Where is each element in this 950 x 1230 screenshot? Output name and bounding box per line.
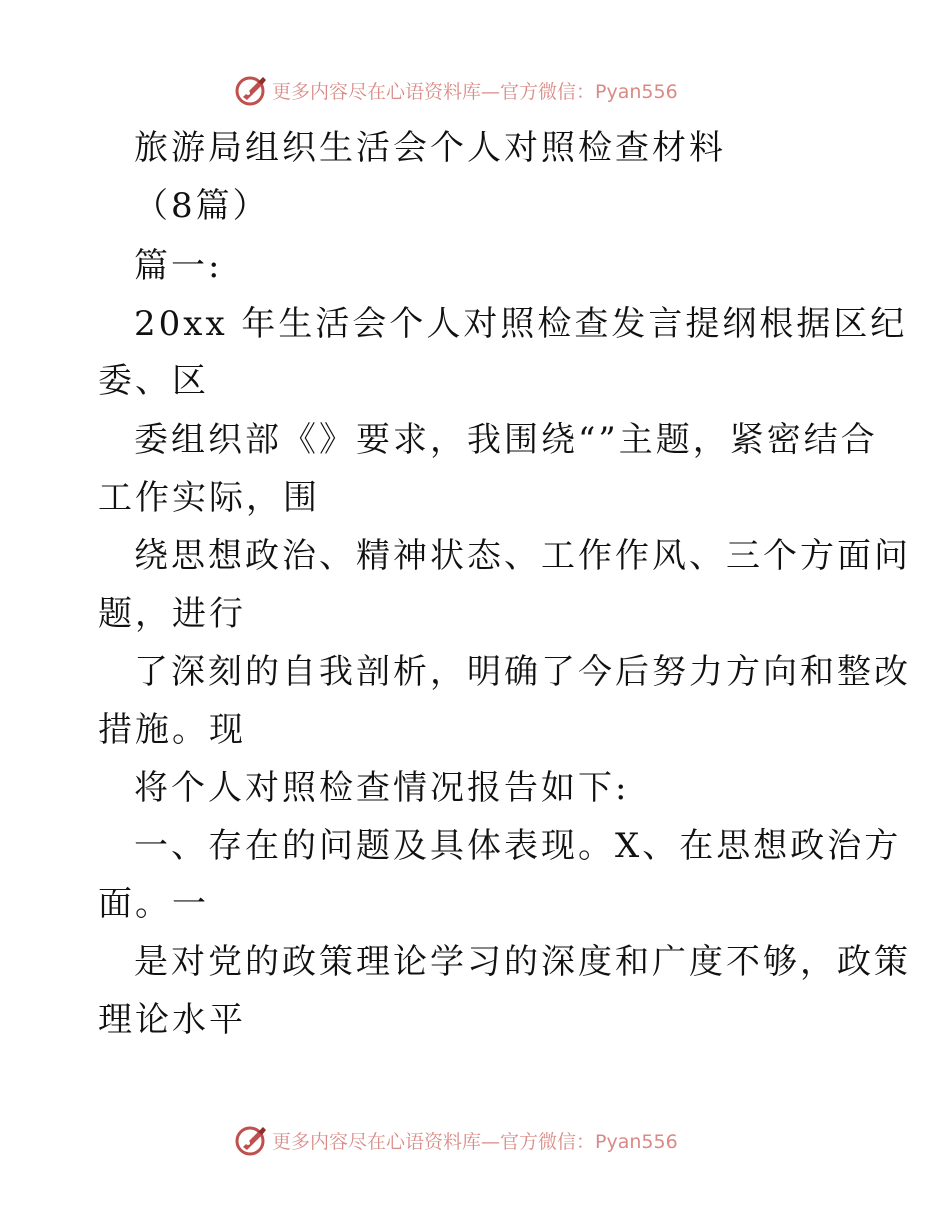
section-heading: 篇一:	[134, 246, 223, 286]
watermark-text: 更多内容尽在心语资料库—官方微信：Pyan556	[272, 1130, 678, 1153]
paragraph-line: 措施。现	[98, 710, 246, 750]
paragraph-line: 一、存在的问题及具体表现。X、在思想政治方	[134, 826, 902, 866]
paragraph-line: 面。一	[98, 884, 209, 924]
paragraph-line: 理论水平	[98, 1000, 246, 1040]
paragraph-line: 绕思想政治、精神状态、工作作风、三个方面问	[134, 536, 911, 576]
pen-logo-icon	[234, 73, 268, 107]
paragraph-line: 了深刻的自我剖析，明确了今后努力方向和整改	[134, 652, 911, 692]
paragraph-line: 题，进行	[98, 594, 246, 634]
document-title: 旅游局组织生活会个人对照检查材料	[134, 128, 726, 168]
header-watermark	[234, 72, 678, 108]
paragraph-line: 委、区	[98, 361, 209, 401]
footer-watermark	[234, 1122, 678, 1158]
paragraph-line: 是对党的政策理论学习的深度和广度不够，政策	[134, 942, 911, 982]
paragraph-line: 工作实际，围	[98, 478, 320, 518]
paragraph-line: 将个人对照检查情况报告如下:	[134, 768, 630, 808]
paragraph-line: 委组织部《》要求，我围绕“”主题，紧密结合	[134, 420, 878, 460]
pen-logo-icon	[234, 1123, 268, 1157]
watermark-text: 更多内容尽在心语资料库—官方微信：Pyan556	[272, 80, 678, 103]
paragraph-line: 20xx 年生活会个人对照检查发言提纲根据区纪	[134, 304, 908, 344]
document-subtitle: （8篇）	[134, 186, 270, 226]
